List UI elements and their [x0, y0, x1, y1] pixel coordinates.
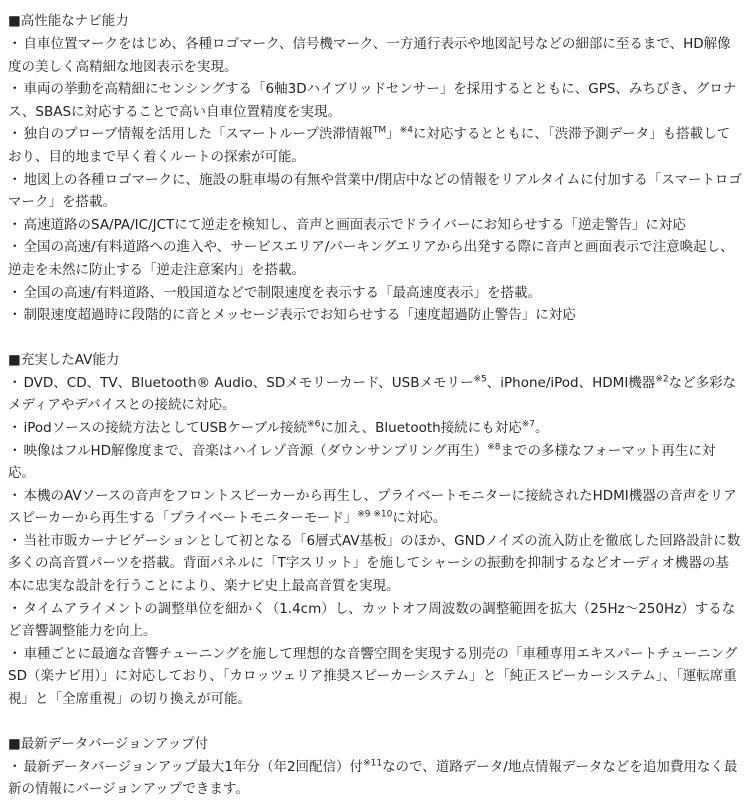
item-text: までの多様なフォーマット再生に対応。: [8, 442, 716, 482]
list-item: [8, 530, 742, 598]
item-list: [8, 33, 742, 327]
list-item: [8, 598, 742, 643]
bullet: ・: [8, 307, 22, 324]
bullet: ・: [8, 419, 22, 436]
item-text: など多彩なメディアやデバイスとの接続に対応。: [8, 374, 737, 414]
item-text: iPodソースの接続方法としてUSBケーブル接続: [23, 419, 308, 436]
list-item: [8, 372, 742, 417]
item-text: に対応するとともに、「渋滞予測データ」も搭載しており、目的地まで早く着くルートの探索が可能。: [8, 126, 731, 165]
bullet: ・: [8, 532, 22, 549]
bullet: ・: [8, 36, 22, 52]
item-text: 最新データバージョンアップ最大1年分（年2回配信）付: [23, 758, 364, 775]
footnote-mark: TM: [372, 125, 387, 136]
item-text: 自車位置マークをはじめ、各種ロゴマーク、信号機マーク、一方通行表示や地図記号などの細部に至るまで、HD解像度の美しく高精細な地図表示を実現。: [8, 36, 731, 75]
item-text: タイムアライメントの調整単位を細かく（1.4cm）し、カットオフ周波数の調整範囲を拡大（25Hz〜250Hz）するなど音響調整能力を向上。: [8, 600, 736, 640]
section-navigation: [8, 10, 742, 327]
bullet: ・: [8, 442, 22, 459]
section-title: ■充実したAV能力: [8, 351, 120, 368]
item-text: 独自のプローブ情報を活用した「スマートループ渋滞情報: [23, 126, 373, 143]
item-text: 全国の高速/有料道路への進入や、サービスエリア/パーキングエリアから出発する際に音声と画面表示で注意喚起し、逆走を未然に防止する「逆走注意案内」を搭載。: [8, 239, 734, 278]
bullet: ・: [8, 216, 22, 233]
footnote-mark: ※4: [399, 125, 413, 136]
item-text: 車種ごとに最適な音響チューニングを施して理想的な音響空間を実現する別売の「車種専用エキスパートチューニングSD（楽ナビ用）」に対応しており、「カロッツェリア推奨スピーカーシステム」と「純正スピーカーシステム」、「運転席重視」と「全席重視」の切り換えが可能。: [8, 645, 738, 708]
footnote-mark: ※7: [521, 419, 535, 430]
item-text: DVD、CD、TV、Bluetooth® Audio、SDメモリーカード、USBメモリー: [23, 374, 474, 391]
list-item: [8, 282, 742, 305]
item-text: 全国の高速/有料道路、一般国道などで制限速度を表示する「最高速度表示」を搭載。: [23, 284, 542, 301]
bullet: ・: [8, 645, 22, 662]
list-item: [8, 214, 742, 237]
bullet: ・: [8, 487, 22, 504]
footnote-mark: ※5: [473, 374, 487, 385]
list-item: [8, 440, 742, 485]
item-text: 映像はフルHD解像度まで、音楽はハイレゾ音源（ダウンサンプリング再生）: [23, 442, 488, 459]
item-list: [8, 372, 742, 711]
item-text: 。: [534, 419, 549, 436]
item-text: 本機のAVソースの音声をフロントスピーカーから再生し、プライベートモニターに接続されたHDMI機器の音声をリアスピーカーから再生する「プライベートモニターモード」: [8, 487, 737, 527]
bullet: ・: [8, 171, 22, 188]
section-title: ■最新データバージョンアップ付: [8, 735, 209, 752]
bullet: ・: [8, 758, 22, 775]
bullet: ・: [8, 600, 22, 617]
list-item: [8, 417, 742, 440]
item-text: 地図上の各種ロゴマークに、施設の駐車場の有無や営業中/閉店中などの情報をリアルタイムに付加する「スマートロゴマーク」を搭載。: [8, 171, 742, 211]
list-item: [8, 304, 742, 327]
bullet: ・: [8, 81, 22, 98]
item-text: 高速道路のSA/PA/IC/JCTにて逆走を検知し、音声と画面表示でドライバーにお知らせする「逆走警告」に対応: [23, 216, 686, 233]
section-title: ■高性能なナビ能力: [8, 13, 129, 29]
item-text: 」: [386, 126, 400, 143]
bullet: ・: [8, 284, 22, 301]
item-text: なので、道路データ/地点情報データなどを追加費用なく最新の情報にバージョンアップできます。: [8, 758, 738, 798]
footnote-mark: ※2: [655, 374, 669, 385]
list-item: [8, 78, 742, 123]
footnote-mark: ※6: [307, 419, 321, 430]
item-text: に対応。: [392, 510, 447, 527]
bullet: ・: [8, 374, 22, 391]
list-item: [8, 236, 742, 281]
section-av: [8, 349, 742, 711]
section-data-update: [8, 733, 742, 801]
list-item: [8, 756, 742, 801]
bullet: ・: [8, 126, 22, 143]
footnote-mark: ※9 ※10: [357, 509, 393, 520]
item-text: 当社市販カーナビゲーションとして初となる「6層式AV基板」のほか、GNDノイズの流入防止を徹底した回路設計に数多くの高音質パーツを搭載。背面パネルに「T字スリット」を施してシャーシの振動を抑制するなどオーディオ機器の基本に忠実な設計を行うことにより、楽ナビ史上最高音質を実現。: [8, 532, 741, 595]
item-list: [8, 756, 742, 801]
item-text: 車両の挙動を高精細にセンシングする「6軸3Dハイブリッドセンサー」を採用するとともに、GPS、みちびき、グロナス、SBASに対応することで高い自車位置精度を実現。: [8, 81, 737, 120]
list-item: [8, 33, 742, 78]
list-item: [8, 123, 742, 168]
item-text: に加え、Bluetooth接続にも対応: [320, 419, 522, 436]
bullet: ・: [8, 239, 22, 256]
footnote-mark: ※11: [363, 758, 383, 769]
item-text: 、iPhone/iPod、HDMI機器: [486, 374, 656, 391]
list-item: [8, 169, 742, 214]
footnote-mark: ※8: [487, 442, 501, 452]
item-text: 制限速度超過時に段階的に音とメッセージ表示でお知らせする「速度超過防止警告」に対応: [23, 307, 576, 324]
list-item: [8, 485, 742, 530]
list-item: [8, 643, 742, 711]
